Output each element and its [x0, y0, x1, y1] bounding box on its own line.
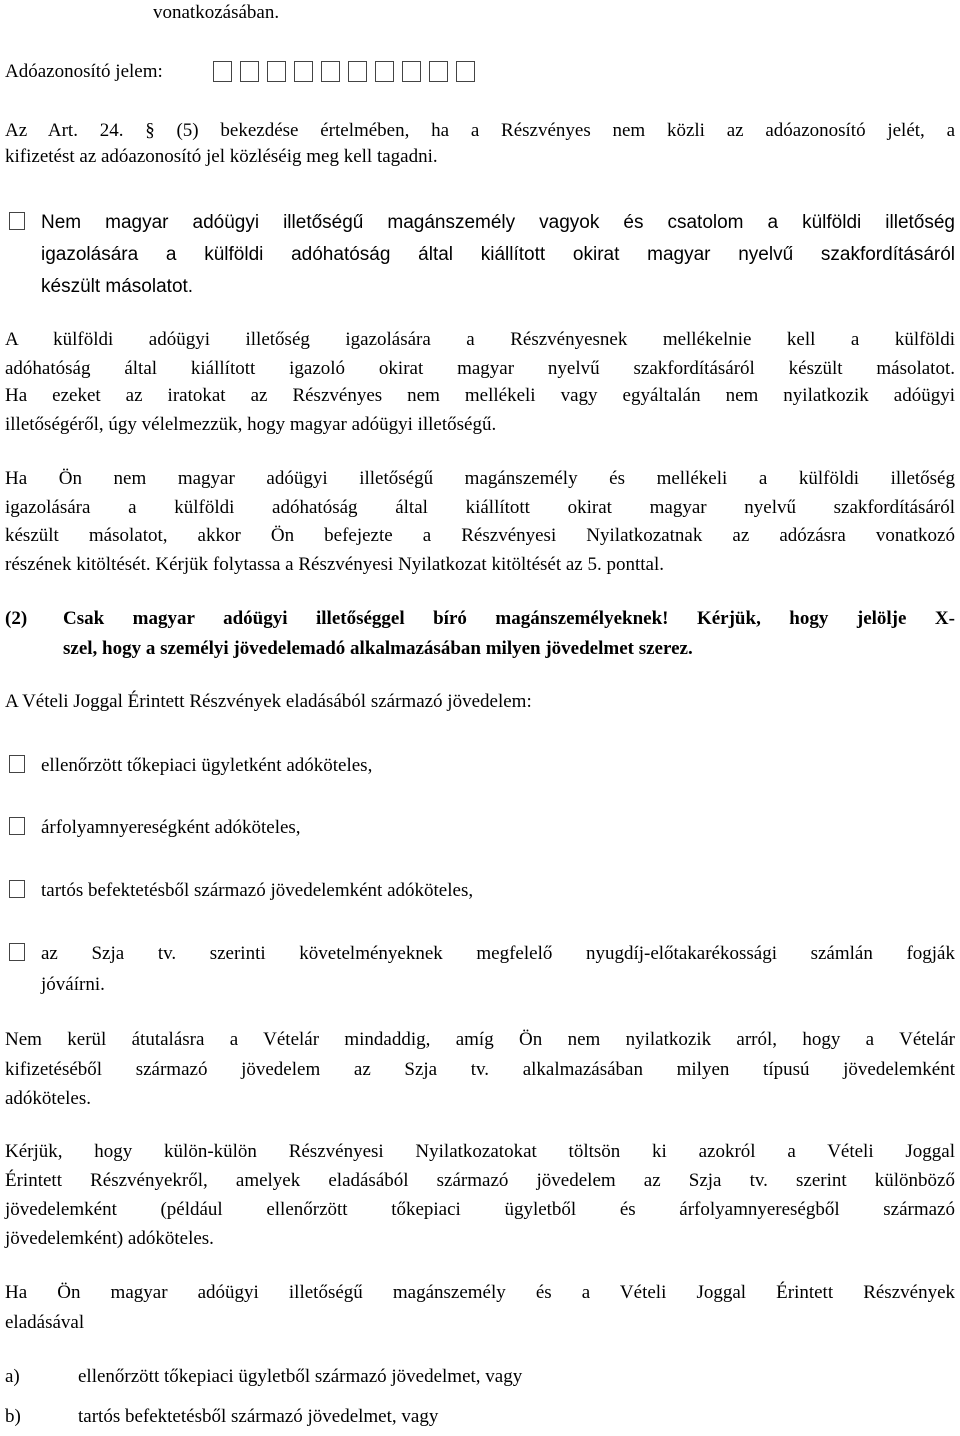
- text-line: Nem kerül átutalásra a Vételár mindaddig, amíg Ön nem nyilatkozik arról, hogy a Vételár: [5, 1029, 955, 1050]
- pension-savings-checkbox[interactable]: [9, 943, 25, 961]
- text-line: igazolására a külföldi adóhatóság által kiállított okirat magyar nyelvű szakfordításáról: [41, 244, 955, 265]
- tax-id-digit-box[interactable]: [267, 61, 286, 82]
- option-label: jóváírni.: [41, 974, 105, 995]
- tax-id-digit-box[interactable]: [429, 61, 448, 82]
- section-heading: szel, hogy a személyi jövedelemadó alkalmazásában milyen jövedelmet szerez.: [63, 638, 693, 659]
- text-line: Az Art. 24. § (5) bekezdése értelmében, ha a Részvényes nem közli az adóazonosító jelét, a: [5, 120, 955, 141]
- tax-id-label: Adóazonosító jelem:: [5, 61, 163, 82]
- option-label: az Szja tv. szerinti követelményeknek megfelelő nyugdíj-előtakarékossági számlán fogják: [41, 943, 955, 964]
- text-line: A külföldi adóügyi illetőség igazolására a Részvényesnek mellékelnie kell a külföldi: [5, 329, 955, 350]
- list-item: tartós befektetésből származó jövedelmet, vagy: [78, 1406, 439, 1427]
- text-line: Érintett Részvényekről, amelyek eladásából származó jövedelem az Szja tv. szerint különböző: [5, 1170, 955, 1191]
- tax-id-digit-box[interactable]: [294, 61, 313, 82]
- text-line: Ha Ön magyar adóügyi illetőségű magánszemély és a Vételi Joggal Érintett Részvények: [5, 1282, 955, 1303]
- text-line: jövedelemként (például ellenőrzött tőkepiaci ügyletből és árfolyamnyereségből származó: [5, 1199, 955, 1220]
- text-line: adóhatóság által kiállított igazoló okirat magyar nyelvű szakfordításáról készült másolatot.: [5, 358, 955, 379]
- tax-id-digit-box[interactable]: [213, 61, 232, 82]
- text-line: illetőségéről, úgy vélelmezzük, hogy magyar adóügyi illetőségű.: [5, 414, 497, 435]
- tax-id-digit-box[interactable]: [348, 61, 367, 82]
- option-label: árfolyamnyereségként adóköteles,: [41, 817, 301, 838]
- text-line: A Vételi Joggal Érintett Részvények eladásából származó jövedelem:: [5, 691, 532, 712]
- long-term-investment-checkbox[interactable]: [9, 880, 25, 898]
- text-line: kifizetéséből származó jövedelem az Szja tv. alkalmazásában milyen típusú jövedelemként: [5, 1059, 955, 1080]
- option-label: ellenőrzött tőkepiaci ügyletként adóköteles,: [41, 755, 373, 776]
- exchange-gain-checkbox[interactable]: [9, 817, 25, 835]
- section-number: (2): [5, 608, 28, 629]
- text-line: jövedelemként) adóköteles.: [5, 1228, 214, 1249]
- text-line: Ha ezeket az iratokat az Részvényes nem mellékeli vagy egyáltalán nem nyilatkozik adóügyi: [5, 385, 955, 406]
- text-line: Nem magyar adóügyi illetőségű magánszemély vagyok és csatolom a külföldi illetőség: [41, 212, 955, 233]
- text-line: adóköteles.: [5, 1088, 92, 1109]
- list-marker: b): [5, 1406, 21, 1427]
- text-line: Ha Ön nem magyar adóügyi illetőségű magánszemély és mellékeli a külföldi illetőség: [5, 468, 955, 489]
- text-line: készült másolatot.: [41, 276, 194, 297]
- list-item: ellenőrzött tőkepiaci ügyletből származó jövedelmet, vagy: [78, 1366, 523, 1387]
- controlled-capital-market-checkbox[interactable]: [9, 755, 25, 773]
- tax-id-digit-box[interactable]: [402, 61, 421, 82]
- text-line: eladásával: [5, 1312, 85, 1333]
- non-resident-checkbox[interactable]: [9, 212, 25, 230]
- text-line: kifizetést az adóazonosító jel közléséig meg kell tagadni.: [5, 146, 438, 167]
- tax-id-digit-box[interactable]: [240, 61, 259, 82]
- text-line: készült másolatot, akkor Ön befejezte a Részvényesi Nyilatkozatnak az adózásra vonatkozó: [5, 525, 955, 546]
- tax-id-digit-box[interactable]: [375, 61, 394, 82]
- section-heading: Csak magyar adóügyi illetőséggel bíró magánszemélyeknek! Kérjük, hogy jelölje X-: [63, 608, 955, 629]
- text-line: részének kitöltését. Kérjük folytassa a Részvényesi Nyilatkozat kitöltését az 5. ponttal.: [5, 554, 664, 575]
- list-marker: a): [5, 1366, 20, 1387]
- text-line: Kérjük, hogy külön-külön Részvényesi Nyilatkozatokat töltsön ki azokról a Vételi Joggal: [5, 1141, 955, 1162]
- tax-id-digit-box[interactable]: [456, 61, 475, 82]
- text-line: vonatkozásában.: [153, 2, 280, 23]
- text-line: igazolására a külföldi adóhatóság által kiállított okirat magyar nyelvű szakfordításáról: [5, 497, 955, 518]
- option-label: tartós befektetésből származó jövedelemként adóköteles,: [41, 880, 474, 901]
- tax-id-digit-box[interactable]: [321, 61, 340, 82]
